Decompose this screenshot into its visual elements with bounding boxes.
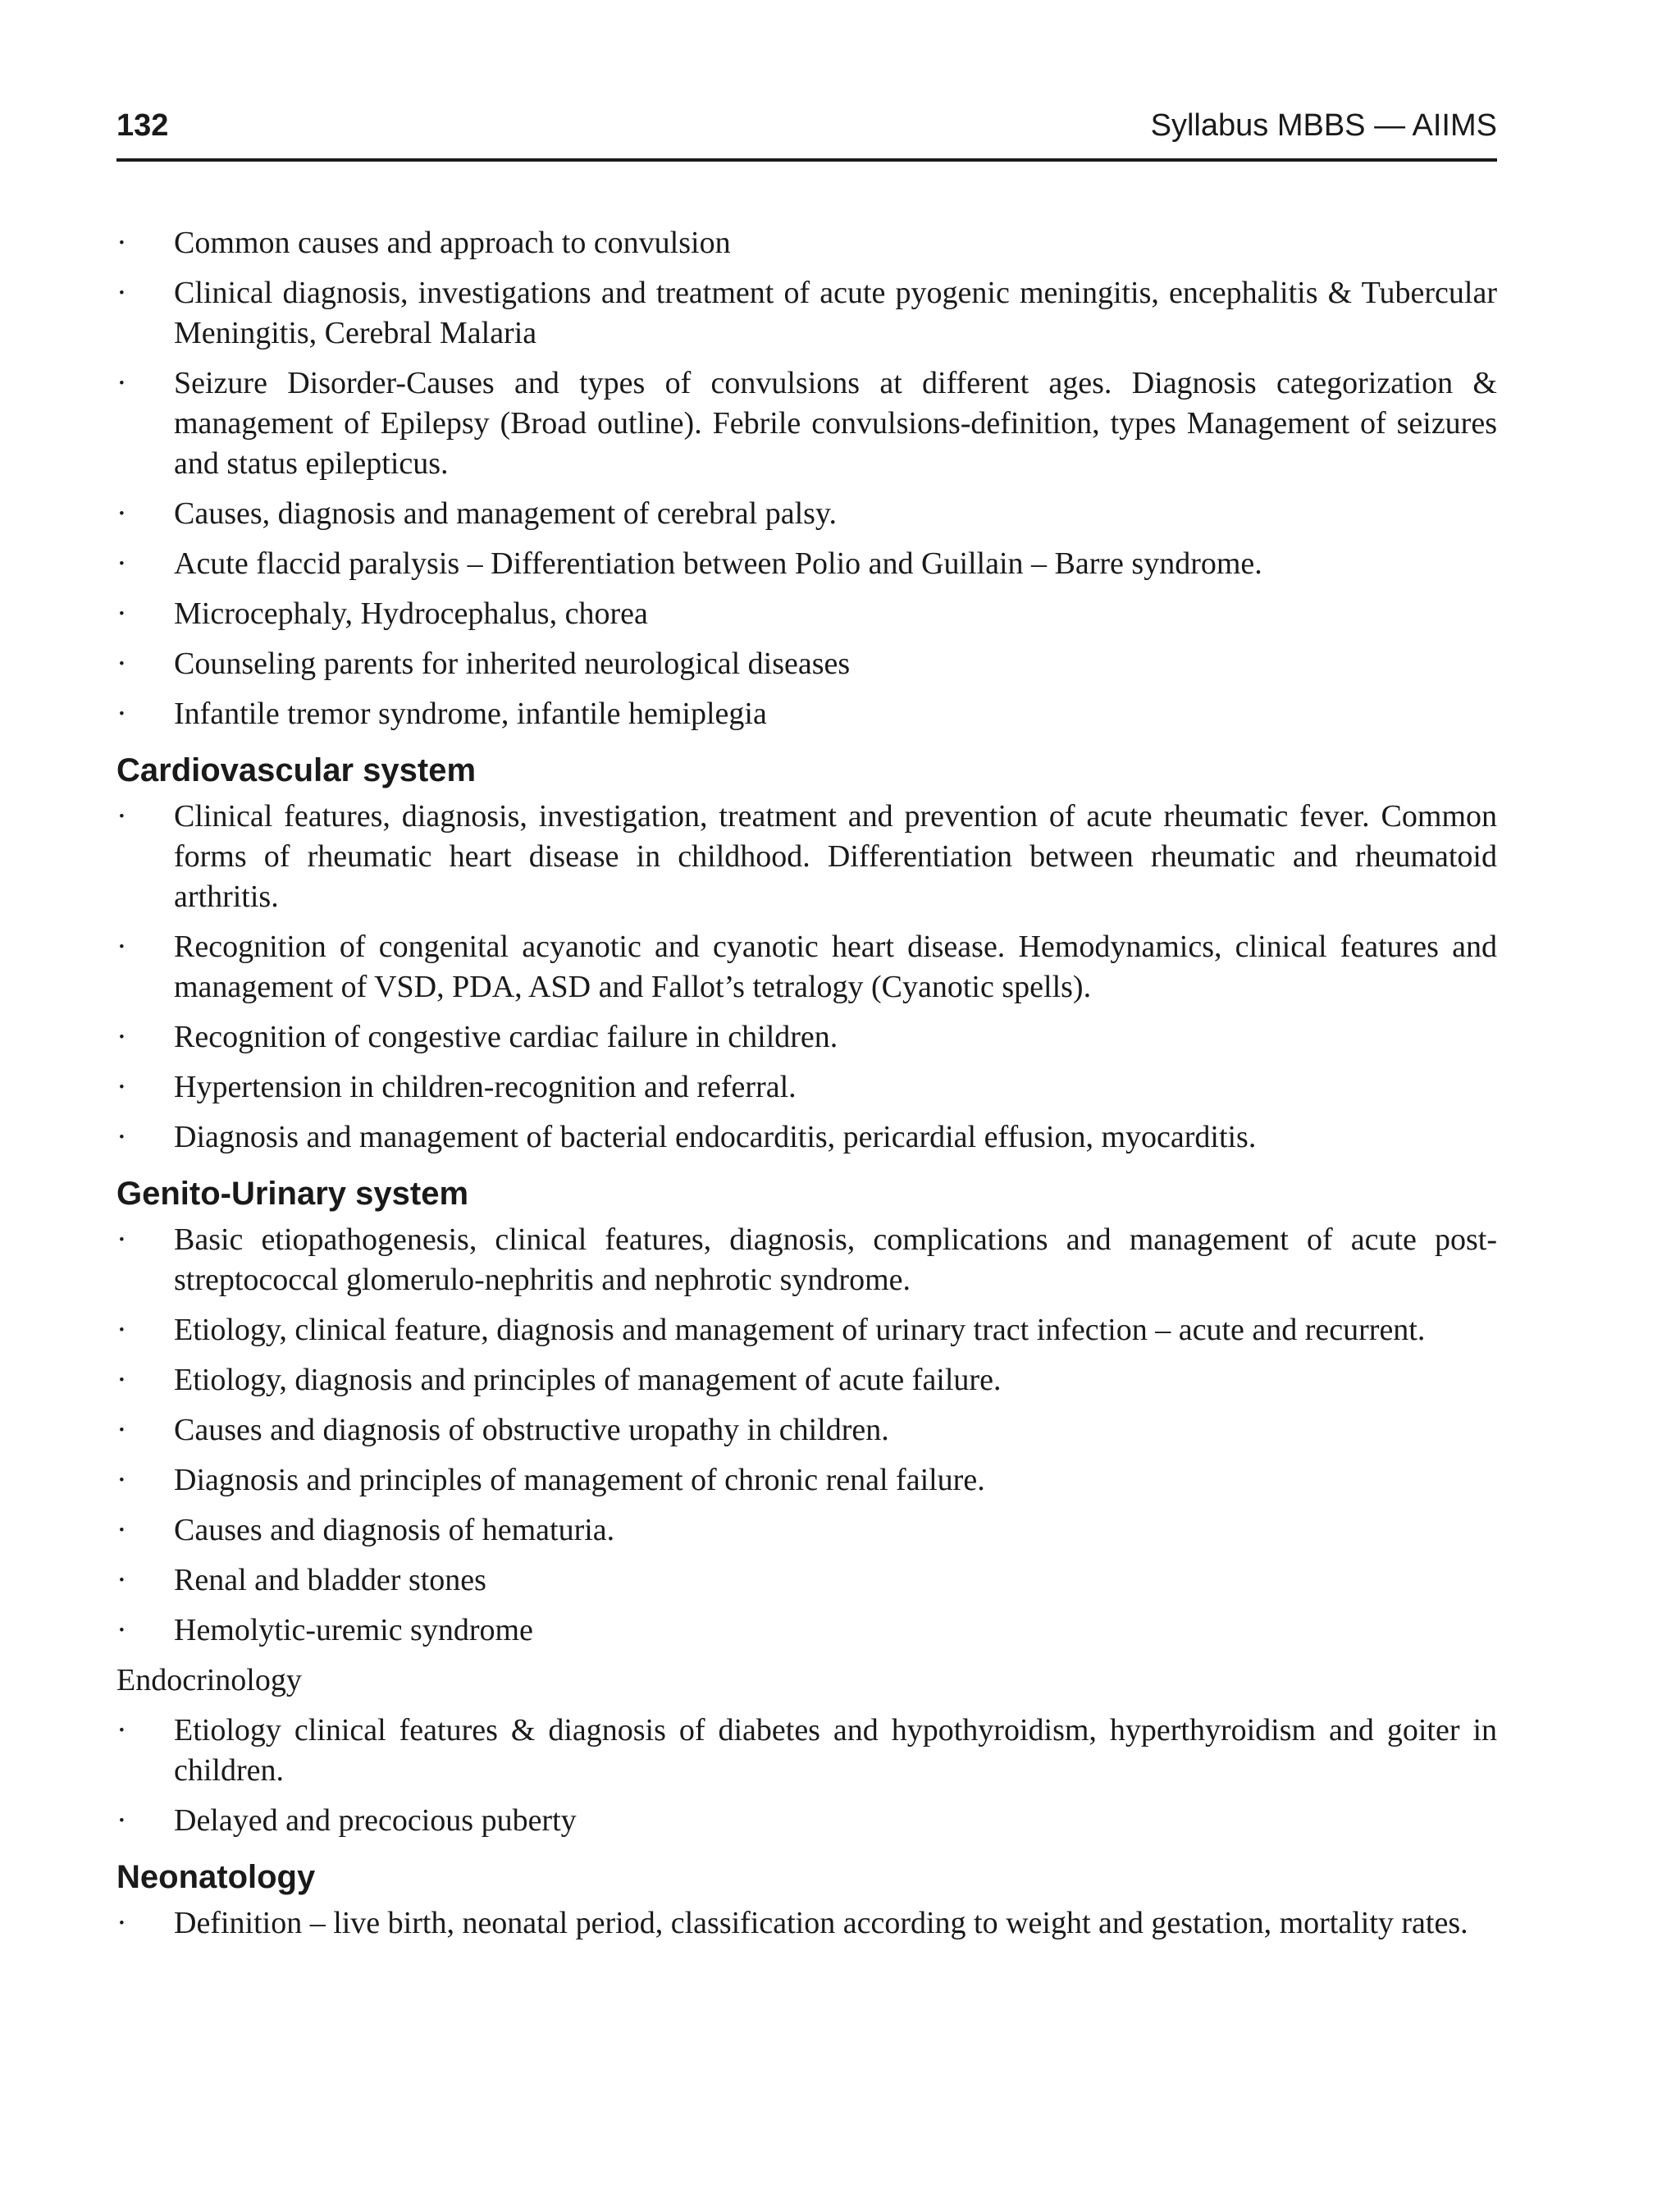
list-item	[116, 1510, 1497, 1551]
list-item-text: Recognition of congestive cardiac failure in children.	[174, 1020, 838, 1054]
intro-list	[116, 223, 1497, 734]
list-item-text: Clinical diagnosis, investigations and treatment of acute pyogenic meningitis, encephalitis & Tubercular Meningitis, Cerebral Malaria	[174, 276, 1497, 350]
bullet-mark: ·	[116, 1463, 127, 1497]
list-item	[116, 1801, 1497, 1841]
list-item-text: Basic etiopathogenesis, clinical features, diagnosis, complications and management of acute post-streptococcal glomerulo-nephritis and nephrotic syndrome.	[174, 1222, 1497, 1297]
list-item-text: Infantile tremor syndrome, infantile hemiplegia	[174, 697, 767, 731]
list-item-text: Diagnosis and management of bacterial endocarditis, pericardial effusion, myocarditis.	[174, 1120, 1257, 1154]
list-item-text: Definition – live birth, neonatal period, classification according to weight and gestation, mortality rates.	[174, 1906, 1468, 1940]
list-item	[116, 544, 1497, 584]
list-item	[116, 1903, 1497, 1944]
bullet-mark: ·	[116, 1563, 127, 1597]
list-item-text: Clinical features, diagnosis, investigation, treatment and prevention of acute rheumatic fever. Common forms of rheumatic heart disease in childhood. Differentiation between rheumatic and rheumatoid arthritis.	[174, 799, 1497, 914]
running-head	[116, 108, 1497, 149]
list-item-text: Causes and diagnosis of hematuria.	[174, 1513, 615, 1547]
neonatology-list	[116, 1903, 1497, 1944]
list-item-text: Causes, diagnosis and management of cerebral palsy.	[174, 496, 837, 531]
list-item	[116, 644, 1497, 684]
page-number: 132	[116, 108, 169, 143]
list-item-text: Hypertension in children-recognition and referral.	[174, 1070, 797, 1104]
bullet-mark: ·	[116, 1363, 127, 1397]
list-item	[116, 1460, 1497, 1501]
list-item-text: Hemolytic-uremic syndrome	[174, 1613, 533, 1647]
list-item-text: Diagnosis and principles of management of chronic renal failure.	[174, 1463, 985, 1497]
section-heading-neonatology: Neonatology	[116, 1859, 316, 1895]
section-heading-cardiovascular: Cardiovascular system	[116, 752, 477, 788]
bullet-mark: ·	[116, 1613, 127, 1647]
bullet-mark: ·	[116, 1020, 127, 1054]
header-rule	[116, 158, 1497, 162]
list-item-text: Acute flaccid paralysis – Differentiation between Polio and Guillain – Barre syndrome.	[174, 546, 1262, 581]
bullet-mark: ·	[116, 1906, 127, 1940]
list-item	[116, 1711, 1497, 1791]
list-item	[116, 1017, 1497, 1058]
list-item-text: Seizure Disorder-Causes and types of convulsions at different ages. Diagnosis categorization & management of Epilepsy (Broad outline). Febrile convulsions-definition, types Management of seizures and status epilepticus.	[174, 366, 1497, 481]
list-item	[116, 1117, 1497, 1158]
list-item-text: Delayed and precocious puberty	[174, 1803, 577, 1838]
list-item-text: Etiology, clinical feature, diagnosis and management of urinary tract infection – acute and recurrent.	[174, 1313, 1426, 1347]
list-item-text: Microcephaly, Hydrocephalus, chorea	[174, 596, 648, 631]
genito-urinary-list	[116, 1220, 1497, 1651]
bullet-mark: ·	[116, 646, 127, 681]
list-item	[116, 1610, 1497, 1651]
bullet-mark: ·	[116, 1513, 127, 1547]
list-item	[116, 223, 1497, 263]
list-item	[116, 927, 1497, 1007]
cardiovascular-list	[116, 797, 1497, 1158]
bullet-mark: ·	[116, 1313, 127, 1347]
list-item	[116, 1410, 1497, 1450]
bullet-mark: ·	[116, 226, 127, 260]
list-item-text: Etiology, diagnosis and principles of management of acute failure.	[174, 1363, 1002, 1397]
endocrinology-list	[116, 1711, 1497, 1841]
page-content	[116, 223, 1497, 1957]
bullet-mark: ·	[116, 366, 127, 400]
bullet-mark: ·	[116, 596, 127, 631]
bullet-mark: ·	[116, 799, 127, 834]
bullet-mark: ·	[116, 1803, 127, 1838]
bullet-mark: ·	[116, 546, 127, 581]
section-heading-endocrinology: Endocrinology	[116, 1663, 302, 1697]
list-item	[116, 694, 1497, 734]
list-item	[116, 1310, 1497, 1350]
bullet-mark: ·	[116, 1713, 127, 1747]
list-item	[116, 1560, 1497, 1601]
bullet-mark: ·	[116, 1222, 127, 1257]
bullet-mark: ·	[116, 1070, 127, 1104]
list-item-text: Recognition of congenital acyanotic and cyanotic heart disease. Hemodynamics, clinical features and management of VSD, PDA, ASD and Fallot’s tetralogy (Cyanotic spells).	[174, 930, 1497, 1004]
list-item	[116, 1067, 1497, 1108]
list-item	[116, 273, 1497, 354]
bullet-mark: ·	[116, 276, 127, 310]
section-heading-genito-urinary: Genito-Urinary system	[116, 1176, 469, 1212]
list-item-text: Causes and diagnosis of obstructive uropathy in children.	[174, 1413, 889, 1447]
list-item-text: Common causes and approach to convulsion	[174, 226, 731, 260]
list-item-text: Counseling parents for inherited neurological diseases	[174, 646, 851, 681]
running-title: Syllabus MBBS — AIIMS	[1150, 108, 1497, 143]
list-item-text: Renal and bladder stones	[174, 1563, 486, 1597]
bullet-mark: ·	[116, 1120, 127, 1154]
bullet-mark: ·	[116, 697, 127, 731]
list-item-text: Etiology clinical features & diagnosis of diabetes and hypothyroidism, hyperthyroidism and goiter in children.	[174, 1713, 1497, 1788]
bullet-mark: ·	[116, 496, 127, 531]
list-item	[116, 1360, 1497, 1400]
list-item	[116, 494, 1497, 534]
bullet-mark: ·	[116, 1413, 127, 1447]
list-item	[116, 594, 1497, 634]
bullet-mark: ·	[116, 930, 127, 964]
list-item	[116, 1220, 1497, 1300]
list-item	[116, 797, 1497, 917]
list-item	[116, 363, 1497, 484]
